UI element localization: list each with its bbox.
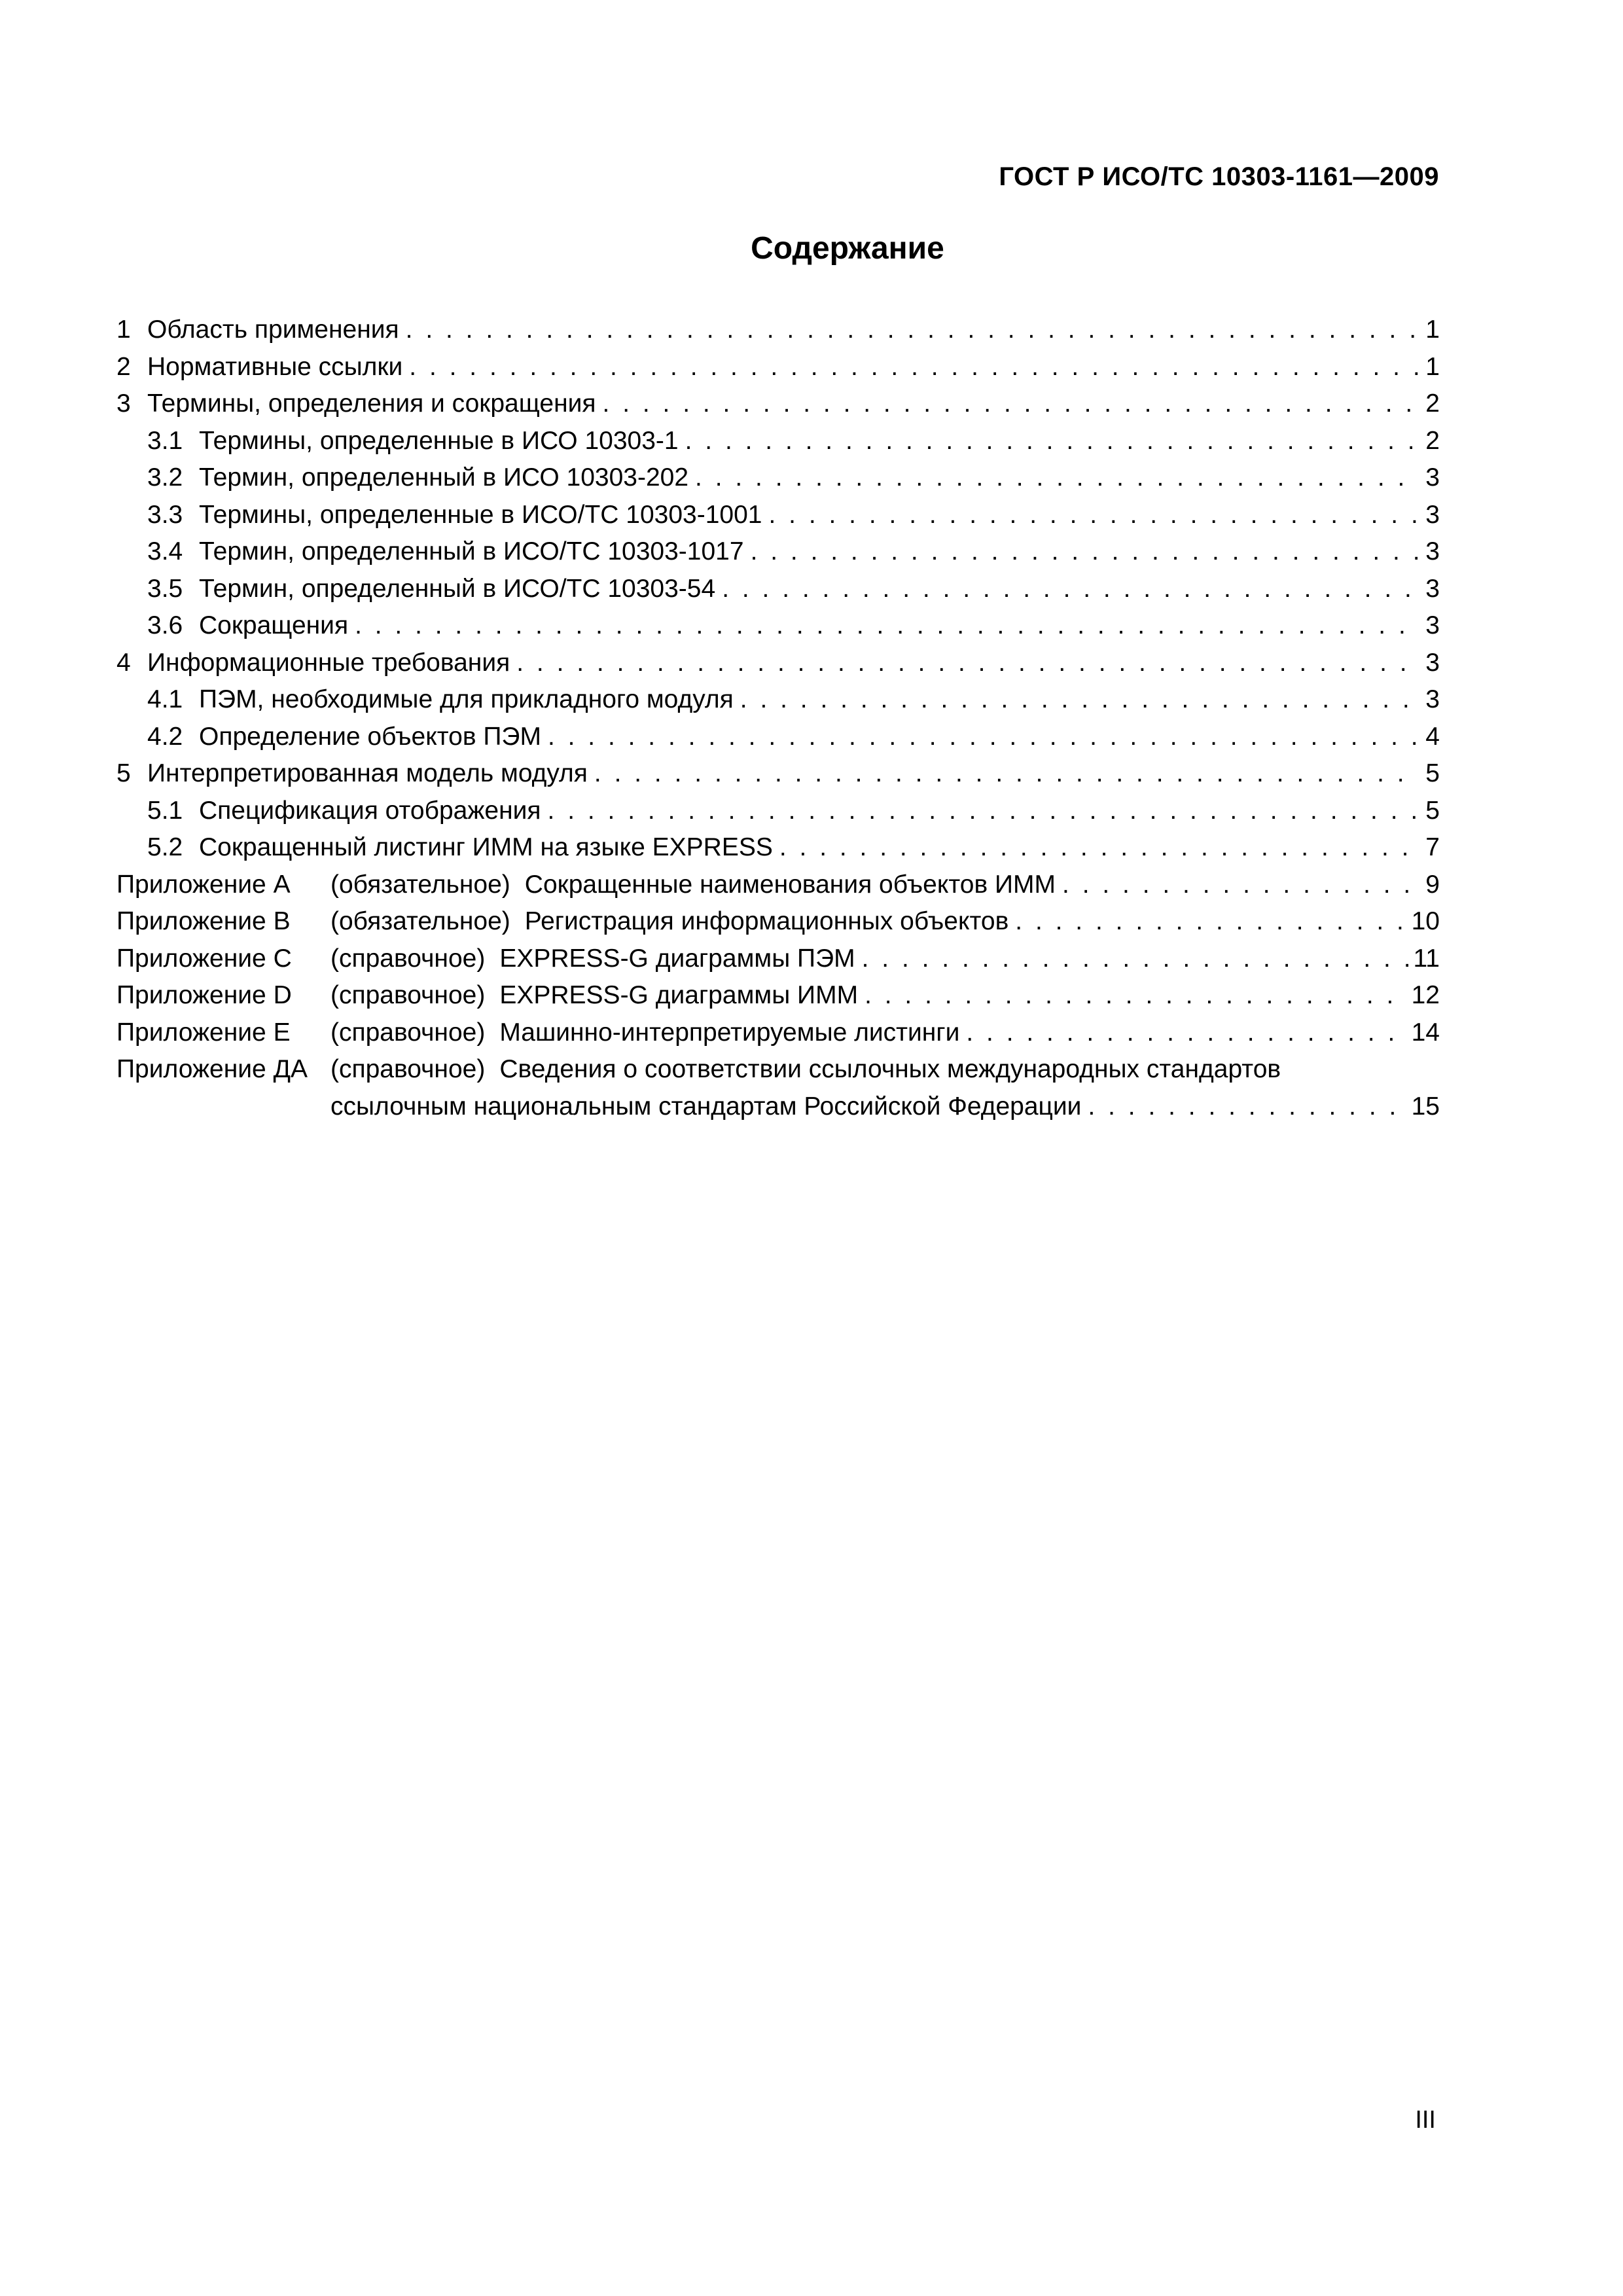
toc-entry-page: 3: [1419, 459, 1440, 497]
toc-entry-page: 7: [1419, 829, 1440, 867]
appendix-entry-continuation[interactable]: [116, 1088, 1440, 1126]
appendix-type: (справочное): [330, 1018, 486, 1047]
toc-entry-label: ПЭМ, необходимые для прикладного модуля: [199, 685, 734, 713]
toc-entry-number: 2: [116, 352, 131, 381]
toc-entry[interactable]: [116, 533, 1440, 571]
appendix-label: Машинно-интерпретируемые листинги: [499, 1018, 960, 1047]
document-header: ГОСТ Р ИСО/ТС 10303-1161—2009: [999, 162, 1439, 191]
appendix-number: Приложение В: [116, 907, 291, 935]
dot-leader: [596, 386, 1419, 423]
toc-entry-page: 3: [1419, 645, 1440, 682]
appendix-number: Приложение С: [116, 944, 292, 973]
dot-leader: [773, 829, 1419, 867]
toc-entry-page: 3: [1419, 607, 1440, 645]
toc-entry-page: 5: [1419, 755, 1440, 793]
appendix-page: 15: [1408, 1088, 1440, 1126]
toc-entry-label: Определение объектов ПЭМ: [199, 722, 541, 751]
dot-leader: [1081, 1088, 1407, 1126]
toc-entry-label: Спецификация отображения: [199, 796, 541, 825]
toc-entry[interactable]: [116, 755, 1440, 793]
toc-entry[interactable]: [116, 459, 1440, 497]
appendix-entry[interactable]: [116, 1014, 1440, 1052]
appendix-number: Приложение А: [116, 870, 291, 899]
dot-leader: [744, 533, 1419, 571]
toc-entry-number: 3.1: [147, 426, 183, 455]
dot-leader: [1008, 903, 1407, 941]
toc-entry-page: 1: [1419, 349, 1440, 386]
toc-entry[interactable]: [116, 571, 1440, 608]
toc-entry-label: Термин, определенный в ИСО/ТС 10303-54: [199, 574, 716, 603]
appendix-label: EXPRESS-G диаграммы ИММ: [499, 981, 859, 1009]
toc-entry[interactable]: [116, 793, 1440, 830]
appendix-type: (справочное): [330, 981, 486, 1009]
appendix-page: 10: [1408, 903, 1440, 941]
appendix-entry[interactable]: [116, 941, 1440, 978]
appendix-label: Сокращенные наименования объектов ИММ: [524, 870, 1056, 899]
appendix-page: 14: [1408, 1014, 1440, 1052]
dot-leader: [734, 681, 1419, 719]
toc-entry-number: 1: [116, 315, 131, 344]
toc-entry-page: 1: [1419, 312, 1440, 349]
appendix-type: (обязательное): [330, 870, 510, 899]
appendix-type: (справочное): [330, 1055, 486, 1083]
toc-entry-number: 5.2: [147, 833, 183, 861]
toc-entry-label: Термины, определения и сокращения: [147, 389, 596, 418]
toc-entry-label: Область применения: [147, 315, 399, 344]
appendix-page: 11: [1410, 941, 1440, 978]
toc-entry-number: 3.6: [147, 611, 183, 639]
toc-entry-page: 4: [1419, 719, 1440, 756]
appendix-type: (обязательное): [330, 907, 510, 935]
toc-entry[interactable]: [116, 645, 1440, 682]
appendix-entry[interactable]: [116, 1051, 1440, 1088]
toc-title: Содержание: [751, 231, 944, 266]
table-of-contents: [116, 312, 1440, 1125]
toc-entry-page: 3: [1419, 533, 1440, 571]
dot-leader: [510, 645, 1419, 682]
toc-entry[interactable]: [116, 386, 1440, 423]
dot-leader: [858, 977, 1408, 1014]
toc-entry-number: 3.4: [147, 537, 183, 565]
dot-leader: [715, 571, 1419, 608]
dot-leader: [855, 941, 1410, 978]
dot-leader: [402, 349, 1419, 386]
toc-entry-page: 3: [1419, 681, 1440, 719]
dot-leader: [679, 423, 1419, 460]
dot-leader: [348, 607, 1419, 645]
dot-leader: [399, 312, 1419, 349]
toc-entry-number: 5.1: [147, 796, 183, 825]
appendix-type: (справочное): [330, 944, 486, 973]
toc-entry-label: Термин, определенный в ИСО 10303-202: [199, 463, 689, 492]
toc-entry-number: 3.5: [147, 574, 183, 603]
toc-entry-label: Термин, определенный в ИСО/ТС 10303-1017: [199, 537, 744, 565]
toc-entry-page: 3: [1419, 571, 1440, 608]
appendix-label-continued: ссылочным национальным стандартам Российской Федерации: [330, 1092, 1082, 1121]
appendix-label: Регистрация информационных объектов: [524, 907, 1009, 935]
toc-entry-number: 3.3: [147, 500, 183, 529]
dot-leader: [1056, 867, 1419, 904]
toc-entry[interactable]: [116, 719, 1440, 756]
toc-entry-number: 3.2: [147, 463, 183, 492]
page-number: III: [1415, 2106, 1436, 2134]
toc-entry-label: Сокращенный листинг ИММ на языке EXPRESS: [199, 833, 773, 861]
toc-entry-number: 5: [116, 759, 131, 787]
appendix-entry[interactable]: [116, 977, 1440, 1014]
appendix-number: Приложение ДА: [116, 1055, 308, 1083]
dot-leader: [541, 719, 1419, 756]
appendix-label: Сведения о соответствии ссылочных международных стандартов: [499, 1055, 1281, 1083]
appendix-page: 9: [1419, 867, 1440, 904]
toc-entry-page: 5: [1419, 793, 1440, 830]
dot-leader: [762, 497, 1419, 534]
toc-entry-label: Нормативные ссылки: [147, 352, 403, 381]
toc-entry-label: Информационные требования: [147, 648, 510, 677]
appendix-page: 12: [1408, 977, 1440, 1014]
toc-entry-number: 4.2: [147, 722, 183, 751]
dot-leader: [688, 459, 1419, 497]
toc-entry[interactable]: [116, 497, 1440, 534]
toc-entry-number: 3: [116, 389, 131, 418]
appendix-number: Приложение Е: [116, 1018, 291, 1047]
toc-entry[interactable]: [116, 829, 1440, 867]
toc-entry-page: 3: [1419, 497, 1440, 534]
toc-entry[interactable]: [116, 312, 1440, 349]
toc-entry-number: 4: [116, 648, 131, 677]
dot-leader: [541, 793, 1419, 830]
dot-leader: [588, 755, 1419, 793]
toc-entry[interactable]: [116, 349, 1440, 386]
appendix-number: Приложение D: [116, 981, 292, 1009]
dot-leader: [959, 1014, 1407, 1052]
toc-entry[interactable]: [116, 681, 1440, 719]
appendix-entry[interactable]: [116, 867, 1440, 904]
toc-entry-page: 2: [1419, 423, 1440, 460]
toc-entry[interactable]: [116, 607, 1440, 645]
toc-entry-label: Сокращения: [199, 611, 349, 639]
toc-entry[interactable]: [116, 423, 1440, 460]
toc-entry-label: Термины, определенные в ИСО 10303-1: [199, 426, 679, 455]
appendix-label: EXPRESS-G диаграммы ПЭМ: [499, 944, 855, 973]
toc-entry-number: 4.1: [147, 685, 183, 713]
toc-entry-label: Термины, определенные в ИСО/ТС 10303-1001: [199, 500, 762, 529]
toc-entry-label: Интерпретированная модель модуля: [147, 759, 588, 787]
toc-entry-page: 2: [1419, 386, 1440, 423]
appendix-entry[interactable]: [116, 903, 1440, 941]
